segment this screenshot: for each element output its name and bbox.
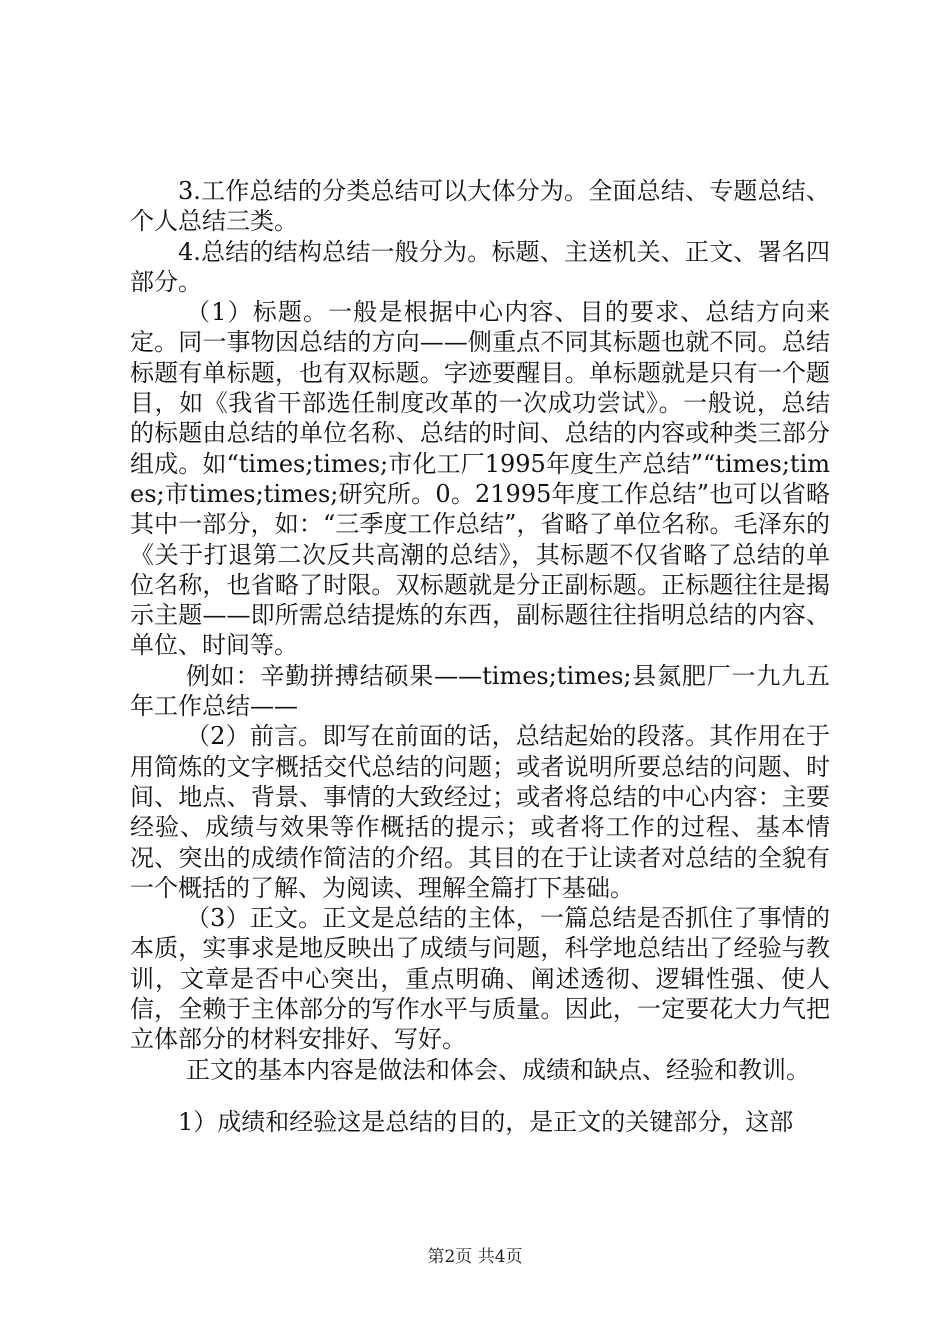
paragraph-classification: 3.工作总结的分类总结可以大体分为。全面总结、专题总结、个人总结三类。 bbox=[130, 177, 830, 236]
page-number-footer: 第2页 共4页 bbox=[427, 1247, 523, 1267]
paragraph-structure: 4.总结的结构总结一般分为。标题、主送机关、正文、署名四部分。 bbox=[130, 237, 830, 296]
document-body bbox=[130, 176, 830, 1137]
paragraph-preface-section: （2）前言。即写在前面的话，总结起始的段落。其作用在于用简炼的文字概括交代总结的问题；或者说明所要总结的问题、时间、地点、背景、事情的大致经过；或者将总结的中心内容：主要经验、成绩与效果等作概括的提示；或者将工作的过程、基本情况、突出的成绩作简洁的介绍。其目的在于让读者对总结的全貌有一个概括的了解、为阅读、理解全篇打下基础。 bbox=[130, 722, 830, 902]
paragraph-body-section: （3）正文。正文是总结的主体，一篇总结是否抓住了事情的本质，实事求是地反映出了成绩与问题，科学地总结出了经验与教训，文章是否中心突出，重点明确、阐述透彻、逻辑性强、使人信，全赖于主体部分的写作水平与质量。因此，一定要花大力气把立体部分的材料安排好、写好。 bbox=[130, 904, 830, 1054]
paragraph-body-contents: 正文的基本内容是做法和体会、成绩和缺点、经验和教训。 bbox=[186, 1055, 810, 1084]
paragraph-title-section: （1）标题。一般是根据中心内容、目的要求、总结方向来定。同一事物因总结的方向——侧重点不同其标题也就不同。总结标题有单标题，也有双标题。字迹要醒目。单标题就是只有一个题目，如《我省干部选任制度改革的一次成功尝试》。一般说，总结的标题由总结的单位名称、总结的时间、总结的内容或种类三部分组成。如“times;times;市化工厂1995年度生产总结”“times;times;市times;times;研究所。0。21995年度工作总结”也可以省略其中一部分，如：“三季度工作总结”，省略了单位名称。毛泽东的《关于打退第二次反共高潮的总结》，其标题不仅省略了总结的单位名称，也省略了时限。双标题就是分正副标题。正标题往往是揭示主题——即所需总结提炼的东西，副标题往往指明总结的内容、单位、时间等。 bbox=[130, 298, 830, 660]
paragraph-achievements: 1）成绩和经验这是总结的目的，是正文的关键部分，这部 bbox=[178, 1107, 794, 1136]
paragraph-example: 例如：辛勤拼搏结硕果——times;times;县氮肥厂一九九五年工作总结—— bbox=[130, 661, 830, 721]
